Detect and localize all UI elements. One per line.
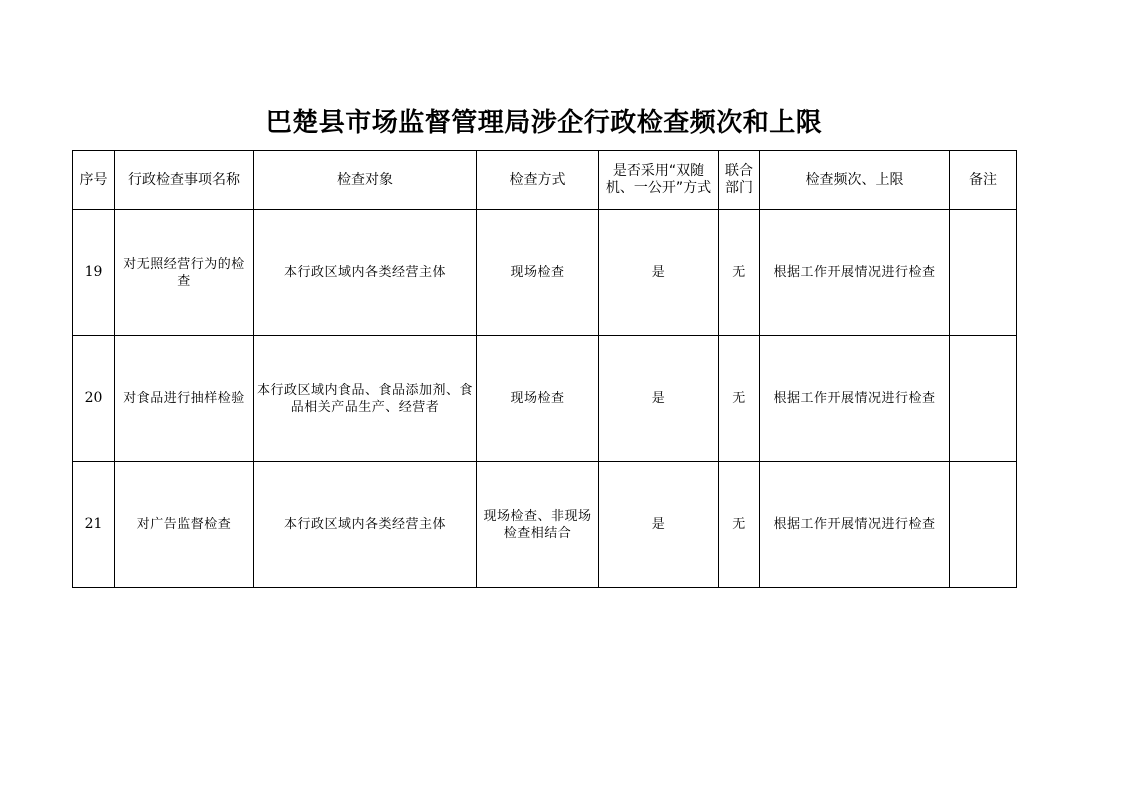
- cell-method: 现场检查: [477, 336, 599, 462]
- cell-random-inspection: 是: [599, 462, 719, 588]
- cell-remark: [950, 336, 1017, 462]
- cell-random-inspection: 是: [599, 210, 719, 336]
- cell-seq: 20: [73, 336, 115, 462]
- inspection-table: [72, 150, 1017, 588]
- cell-target: 本行政区域内各类经营主体: [254, 462, 477, 588]
- cell-target: 本行政区域内食品、食品添加剂、食品相关产品生产、经营者: [254, 336, 477, 462]
- page-title: 巴楚县市场监督管理局涉企行政检查频次和上限: [265, 108, 823, 138]
- cell-seq: 21: [73, 462, 115, 588]
- table-row: [73, 462, 1017, 588]
- cell-joint-department: 无: [719, 462, 760, 588]
- table-row: [73, 210, 1017, 336]
- header-target: 检查对象: [254, 151, 477, 210]
- table-header-row: [73, 151, 1017, 210]
- cell-frequency: 根据工作开展情况进行检查: [760, 210, 950, 336]
- header-random-inspection: 是否采用“双随机、一公开”方式: [599, 151, 719, 210]
- cell-random-inspection: 是: [599, 336, 719, 462]
- cell-remark: [950, 210, 1017, 336]
- cell-item-name: 对无照经营行为的检查: [115, 210, 254, 336]
- header-item-name: 行政检查事项名称: [115, 151, 254, 210]
- header-joint-department: 联合部门: [719, 151, 760, 210]
- cell-frequency: 根据工作开展情况进行检查: [760, 336, 950, 462]
- cell-item-name: 对食品进行抽样检验: [115, 336, 254, 462]
- cell-method: 现场检查、非现场检查相结合: [477, 462, 599, 588]
- cell-target: 本行政区域内各类经营主体: [254, 210, 477, 336]
- cell-item-name: 对广告监督检查: [115, 462, 254, 588]
- header-remark: 备注: [950, 151, 1017, 210]
- table-row: [73, 336, 1017, 462]
- header-seq: 序号: [73, 151, 115, 210]
- cell-remark: [950, 462, 1017, 588]
- cell-method: 现场检查: [477, 210, 599, 336]
- cell-joint-department: 无: [719, 336, 760, 462]
- cell-frequency: 根据工作开展情况进行检查: [760, 462, 950, 588]
- cell-joint-department: 无: [719, 210, 760, 336]
- header-method: 检查方式: [477, 151, 599, 210]
- cell-seq: 19: [73, 210, 115, 336]
- header-frequency: 检查频次、上限: [760, 151, 950, 210]
